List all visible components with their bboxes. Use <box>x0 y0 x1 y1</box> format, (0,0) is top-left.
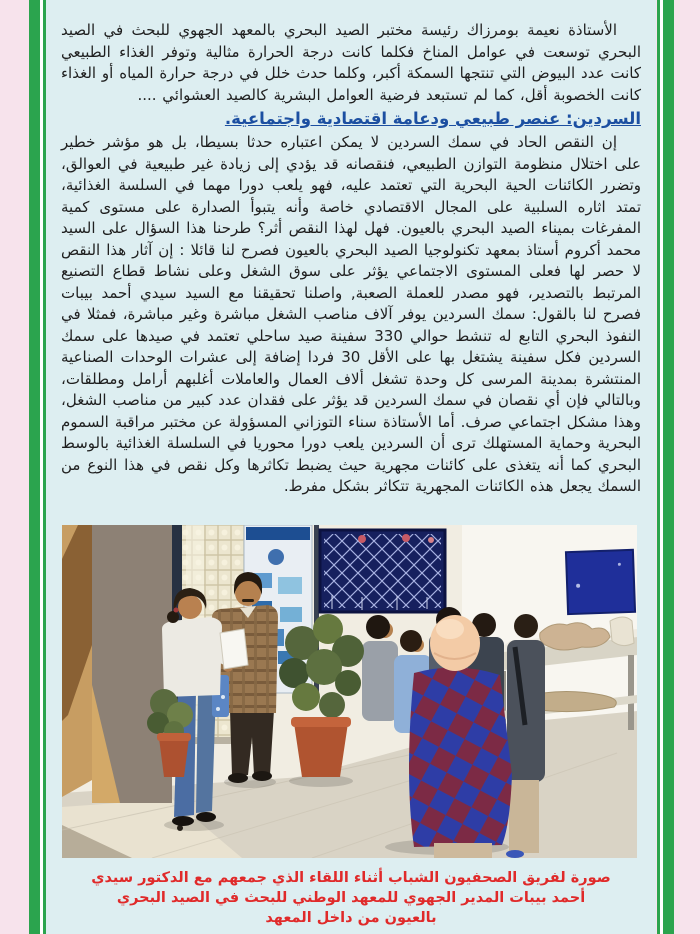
photo-caption: صورة لفريق الصحفيون الشباب أثناء اللقاء الذي جمعهم مع الدكتور سيدي أحمد بيبات المدير الجهوي للمعهد الوطني للبحث في الصيد البحري بالعيون من داخل المعهد <box>91 869 611 926</box>
right-green-border <box>657 0 674 934</box>
article-paragraph-1: الأستاذة نعيمة بومرزاك رئيسة مختبر الصيد البحري بالمعهد الجهوي للبحث في الصيد البحري توسعت في عوامل المناخ فكلما كانت درجة الحرارة مثالية وتوفر الغذاء الطبيعي كانت عدد البيوض التي تنتجها السمكة أكبر، وكلما حدث خلل في درجة حرارة المياه أو الغذاء كانت الخصوبة أقل، كما لم تستبعد فرضية العوامل البشرية كالصيد العشوائي .... <box>61 21 641 104</box>
paper-sheet <box>220 629 248 669</box>
section-heading: السردين: عنصر طبيعي ودعامة اقتصادية واجتماعية. <box>224 109 641 128</box>
photo-scene <box>62 525 637 858</box>
right-navy-board <box>566 549 635 613</box>
article-paragraph-2: إن النقص الحاد في سمك السردين لا يمكن اعتباره حدثا بسيطا، بل هو مؤشر خطير على اختلال منظومة التوازن الطبيعي، فنقصانه قد يؤدي إلى زيادة غير طبيعية في العوالق، وتضرر الكائنات الحية البحرية التي تعتمد عليه، فهو يلعب دورا مهما في السلسة الغذائية، تمتد اثاره السلبية على المجال الاقتصادي خاصة وأنه يتبوأ الصدارة على مستوى كمية المفرغات بميناء الصيد البحري بالعيون. فهل لهذا النقص أثر؟ طرحنا هذا السؤال على السيد محمد أكروم أستاذ بمعهد تكنولوجيا الصيد البحري بالعيون فصرح لنا قائلا : إن آثار هذا النقص لا حصر لها فعلى المستوى الاجتماعي يؤثر على سوق الشغل وعلى نشاط قطاع التصنيع المرتبط بالتصدير، فهو مصدر للعملة الصعبة, واصلنا تحقيقنا مع السيد سيدي أحمد بيبات فصرح لنا بالقول: سمك السردين يوفر آلاف مناصب الشغل مباشرة وغير مباشرة، فمثلا في النفوذ البحري التابع له تنشط حوالي 330 سفينة صيد ساحلي تعتمد في صيدها على سمك السردين فكل سفينة يشتغل بها على الأقل 30 فردا إضافة إلى عشرات الوحدات الصناعية المنتشرة بمدينة المرسى كل وحدة تشغل ألاف العمال والعاملات أغلبهم أرامل ومطلقات، وبالتالي فإن أي نقصان في سمك السردين قد يؤثر على فقدان عدد كبير من مناصب الشغل، وهذا مشكل اجتماعي صرف. أما الأستاذة سناء التوزاني المسؤولة عن مختبر مراقبة السموم البحرية وحماية المستهلك ترى أن السردين يلعب دورا محوريا في السلسلة الغذائية بالوسط البحري كما أنه يتغذى على كائنات مجهرية حيث يضبط تكاثرها وكل نقص في هذا النوع من السمك يجعل هذه الكائنات المجهرية تتكاثر بشكل مفرط. <box>61 133 641 495</box>
bone-specimen-white <box>610 617 634 646</box>
photo-figure <box>62 525 637 858</box>
left-tan-wall <box>62 525 92 797</box>
fishing-net-board <box>320 530 445 612</box>
left-green-border <box>29 0 46 934</box>
wall-pillar <box>92 525 172 803</box>
content-area <box>46 0 656 934</box>
